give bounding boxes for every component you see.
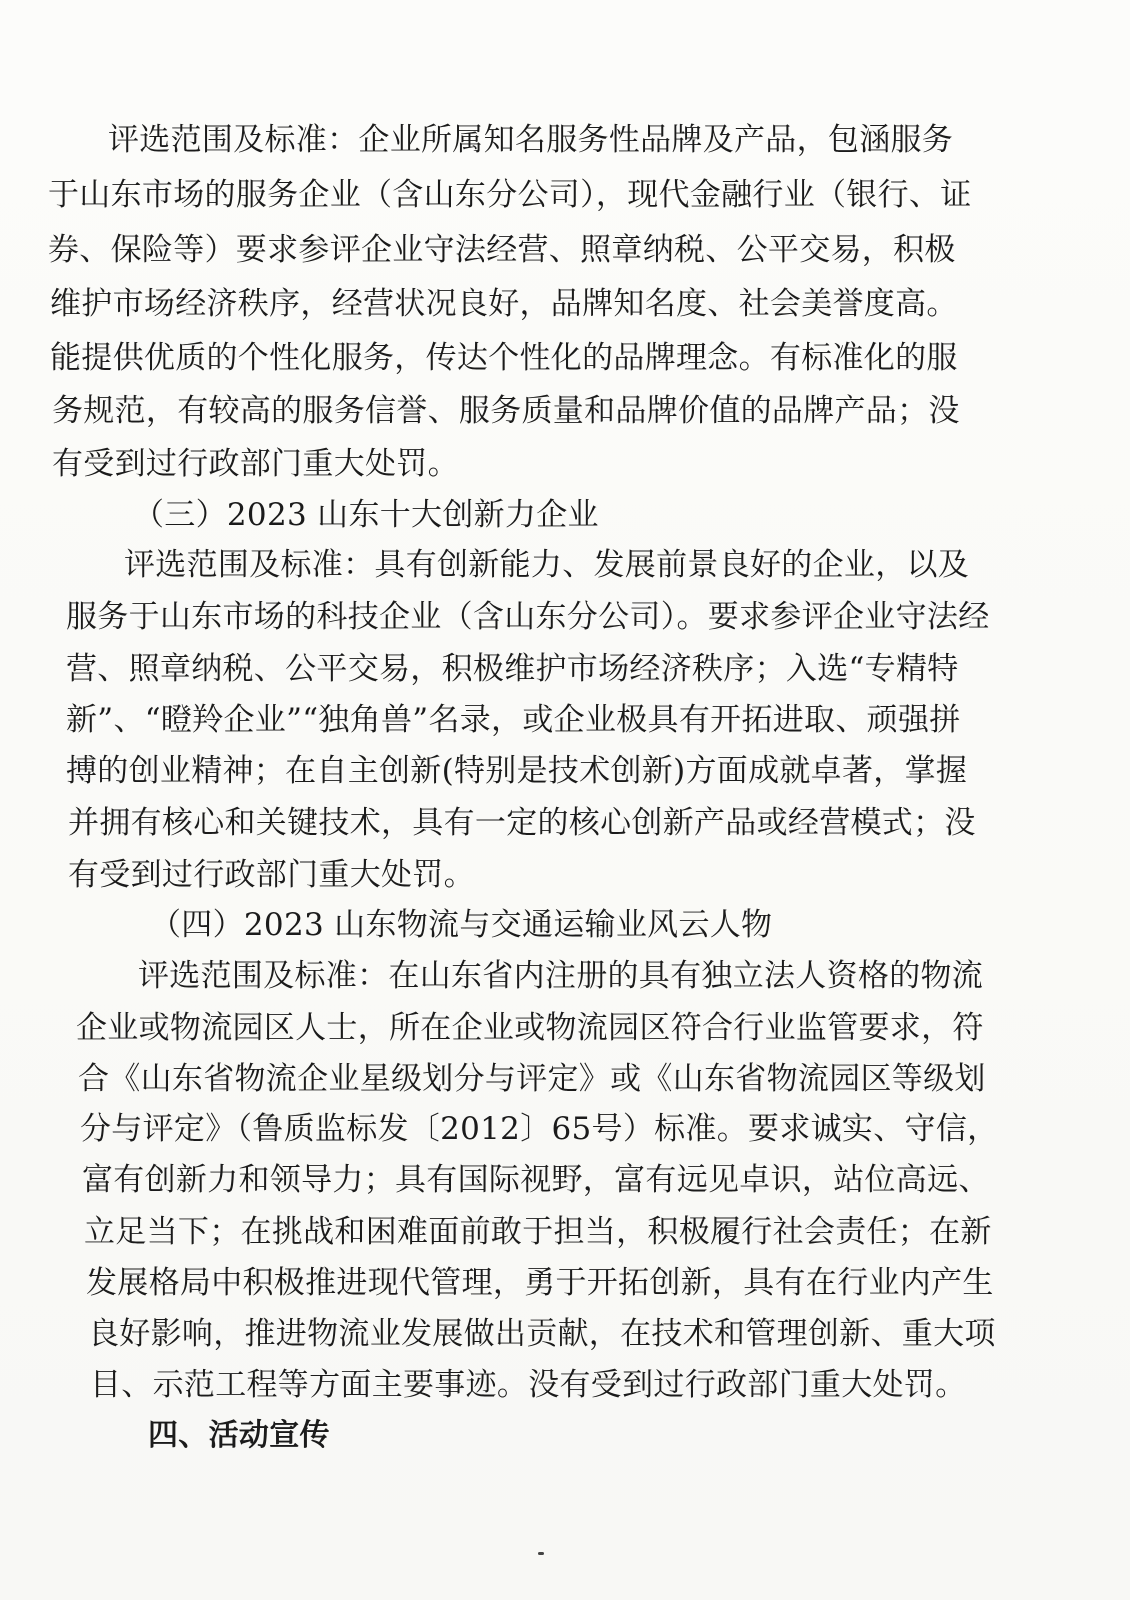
- paragraph-line: 评选范围及标准：具有创新能力、发展前景良好的企业，以及: [124, 547, 970, 583]
- paragraph-line: 服务于山东市场的科技企业（含山东分公司）。要求参评企业守法经: [66, 599, 990, 635]
- paragraph-line: 评选范围及标准：在山东省内注册的具有独立法人资格的物流: [138, 958, 984, 994]
- paragraph-line: 新”、“瞪羚企业”“独角兽”名录，或企业极具有开拓进取、顽强拼: [66, 702, 961, 738]
- paragraph-line: 合《山东省物流企业星级划分与评定》或《山东省物流园区等级划: [78, 1061, 986, 1097]
- paragraph-line: 立足当下；在挑战和困难面前敢于担当，积极履行社会责任；在新: [84, 1214, 992, 1250]
- paragraph-line: 维护市场经济秩序，经营状况良好，品牌知名度、社会美誉度高。: [50, 286, 958, 322]
- paragraph-line: 务规范，有较高的服务信誉、服务质量和品牌价值的品牌产品；没: [52, 393, 960, 429]
- paragraph-line: 发展格局中积极推进现代管理，勇于开拓创新，具有在行业内产生: [86, 1265, 994, 1301]
- paragraph-line: 企业或物流园区人士，所在企业或物流园区符合行业监管要求，符: [76, 1010, 984, 1046]
- paragraph-line: 目、示范工程等方面主要事迹。没有受到过行政部门重大处罚。: [90, 1367, 967, 1403]
- paragraph-line: 有受到过行政部门重大处罚。: [52, 446, 459, 482]
- paragraph-line: 能提供优质的个性化服务，传达个性化的品牌理念。有标准化的服: [50, 340, 958, 376]
- section-heading-innovation: （三）2023 山东十大创新力企业: [133, 497, 599, 533]
- page-mark: [538, 1552, 544, 1555]
- paragraph-line: 富有创新力和领导力；具有国际视野，富有远见卓识，站位高远、: [82, 1162, 990, 1198]
- paragraph-line: 分与评定》（鲁质监标发〔2012〕65号）标准。要求诚实、守信，: [80, 1111, 999, 1147]
- paragraph-line: 于山东市场的服务企业（含山东分公司），现代金融行业（银行、证: [48, 177, 972, 213]
- paragraph-line: 有受到过行政部门重大处罚。: [68, 857, 475, 893]
- paragraph-line: 营、照章纳税、公平交易，积极维护市场经济秩序；入选“专精特: [66, 651, 959, 687]
- paragraph-line: 并拥有核心和关键技术，具有一定的核心创新产品或经营模式；没: [68, 805, 976, 841]
- paragraph-line: 券、保险等）要求参评企业守法经营、照章纳税、公平交易，积极: [48, 232, 956, 268]
- section-heading-logistics: （四）2023 山东物流与交通运输业风云人物: [150, 907, 773, 943]
- paragraph-line: 搏的创业精神；在自主创新(特别是技术创新)方面成就卓著，掌握: [66, 753, 968, 789]
- paragraph-line: 评选范围及标准：企业所属知名服务性品牌及产品，包涵服务: [108, 122, 954, 158]
- paragraph-line: 良好影响，推进物流业发展做出贡献，在技术和管理创新、重大项: [88, 1316, 996, 1352]
- section-heading-publicity: 四、活动宣传: [148, 1418, 330, 1453]
